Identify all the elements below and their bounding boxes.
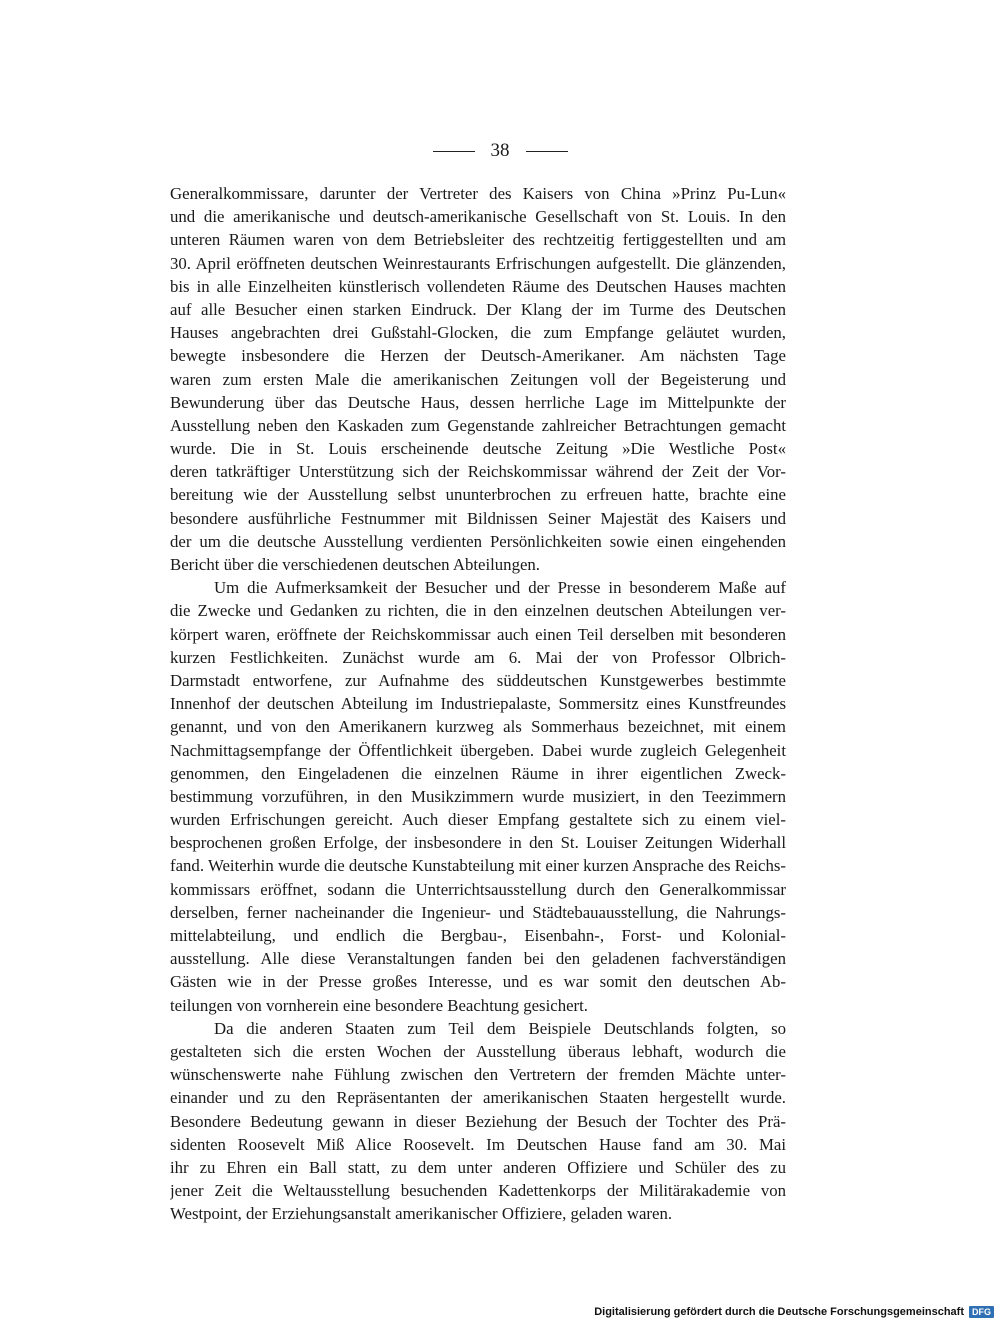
text-line: bis in alle Einzelheiten künstlerisch vollendeten Räume des Deutschen Hauses machten [170,276,786,296]
header-rule-left [433,151,475,152]
text-line: jener Zeit die Weltausstellung besuchenden Kadettenkorps der Militärakademie von [170,1181,786,1201]
credit-text: Digitalisierung gefördert durch die Deutsche Forschungsgemeinschaft [594,1306,964,1318]
text-line: ausstellung. Alle diese Veranstaltungen fanden bei den geladenen fachverständigen [170,949,786,969]
text-line: Bewunderung über das Deutsche Haus, dessen herrliche Lage im Mittelpunkte der [170,392,786,412]
text-line: ihr zu Ehren ein Ball statt, zu dem unter anderen Offiziere und Schüler des zu [170,1157,786,1177]
text-line: und die amerikanische und deutsch-amerikanische Gesellschaft von St. Louis. In den [170,207,786,227]
text-line: derselben, ferner nacheinander die Ingenieur- und Städtebauausstellung, die Nahrungs- [170,902,786,922]
text-line: waren zum ersten Male die amerikanischen Zeitungen voll der Begeisterung und [170,369,786,389]
text-line: gestalteten sich die ersten Wochen der Ausstellung überaus lebhaft, wodurch die [170,1041,786,1061]
text-line: körpert waren, eröffnete der Reichskommissar auch einen Teil derselben mit besonderen [170,624,786,644]
text-line: einander und zu den Repräsentanten der amerikanischen Staaten hergestellt wurde. [170,1088,786,1108]
text-line: Um die Aufmerksamkeit der Besucher und der Presse in besonderem Maße auf [214,578,786,598]
text-line: besondere ausführliche Festnummer mit Bildnissen Seiner Majestät des Kaisers und [170,508,786,528]
dfg-logo: DFG [969,1306,994,1318]
text-line: Da die anderen Staaten zum Teil dem Beispiele Deutschlands folgten, so [214,1018,786,1038]
text-line: Innenhof der deutschen Abteilung im Industriepalaste, Sommersitz eines Kunstfreundes [170,694,786,714]
text-line: der um die deutsche Ausstellung verdienten Persönlichkeiten sowie einen eingehenden [170,531,786,551]
text-line: wünschenswerte nahe Fühlung zwischen den Vertretern der fremden Mächte unter- [170,1065,786,1085]
text-line: bestimmung vorzuführen, in den Musikzimmern wurde musiziert, in den Teezimmern [170,786,786,806]
text-line: Nachmittagsempfange der Öffentlichkeit übergeben. Dabei wurde zugleich Gelegenheit [170,740,786,760]
header-rule-right [526,151,568,152]
text-line: auf alle Besucher einen starken Eindruck. Der Klang der im Turme des Deutschen [170,299,786,319]
text-line: 30. April eröffneten deutschen Weinrestaurants Erfrischungen aufgestellt. Die glänzenden, [170,253,786,273]
text-line: mittelabteilung, und endlich die Bergbau-, Eisenbahn-, Forst- und Kolonial- [170,926,786,945]
text-line: Besondere Bedeutung gewann in dieser Beziehung der Besuch der Tochter des Prä- [170,1111,786,1131]
body-text [170,182,786,1225]
text-line: Ausstellung neben den Kaskaden zum Gegenstande zahlreicher Betrachtungen gemacht [170,415,786,435]
text-line: wurden Erfrischungen gereicht. Auch dieser Empfang gestaltete sich zu einem viel- [170,810,786,830]
text-line: genommen, den Eingeladenen die einzelnen Räume in ihrer eigentlichen Zweck- [170,763,786,783]
text-line: genannt, und von den Amerikanern kurzweg als Sommerhaus bezeichnet, mit einem [170,717,786,737]
text-line: sidenten Roosevelt Miß Alice Roosevelt. Im Deutschen Hause fand am 30. Mai [170,1134,786,1154]
text-line: Westpoint, der Erziehungsanstalt amerikanischer Offiziere, geladen waren. [170,1204,673,1224]
text-line: kurzen Festlichkeiten. Zunächst wurde am 6. Mai der von Professor Olbrich- [170,647,786,667]
text-line: kommissars eröffnet, sodann die Unterrichtsausstellung durch den Generalkommissar [170,879,786,899]
text-line: Darmstadt entworfene, zur Aufnahme des süddeutschen Kunstgewerbes bestimmte [170,670,786,690]
text-line: fand. Weiterhin wurde die deutsche Kunstabteilung mit einer kurzen Ansprache des Reichs- [170,856,786,876]
text-line: bereitung wie der Ausstellung selbst ununterbrochen zu erfreuen hatte, brachte eine [170,485,786,505]
text-line: Bericht über die verschiedenen deutschen Abteilungen. [170,555,540,574]
text-line: teilungen von vornherein eine besondere Beachtung gesichert. [170,995,588,1015]
text-line: deren tatkräftiger Unterstützung sich der Reichskommissar während der Zeit der Vor- [170,462,786,482]
page-header [0,140,1000,162]
text-line: Gästen wie in der Presse großes Interesse, und es war somit den deutschen Ab- [170,972,786,992]
page-number: 38 [490,140,510,161]
text-line: bewegte insbesondere die Herzen der Deutsch-Amerikaner. Am nächsten Tage [170,346,786,366]
text-line: die Zwecke und Gedanken zu richten, die in den einzelnen deutschen Abteilungen ver- [170,601,786,621]
text-line: wurde. Die in St. Louis erscheinende deutsche Zeitung »Die Westliche Post« [170,439,786,459]
text-line: besprochenen großen Erfolge, der insbesondere in den St. Louiser Zeitungen Widerhall [170,833,786,853]
digitization-credit [594,1306,994,1318]
text-line: unteren Räumen waren von dem Betriebsleiter des rechtzeitig fertiggestellten und am [170,230,786,250]
text-line: Generalkommissare, darunter der Vertreter des Kaisers von China »Prinz Pu-Lun« [170,184,786,203]
text-line: Hauses angebrachten drei Gußstahl-Glocken, die zum Empfange geläutet wurden, [170,323,786,343]
